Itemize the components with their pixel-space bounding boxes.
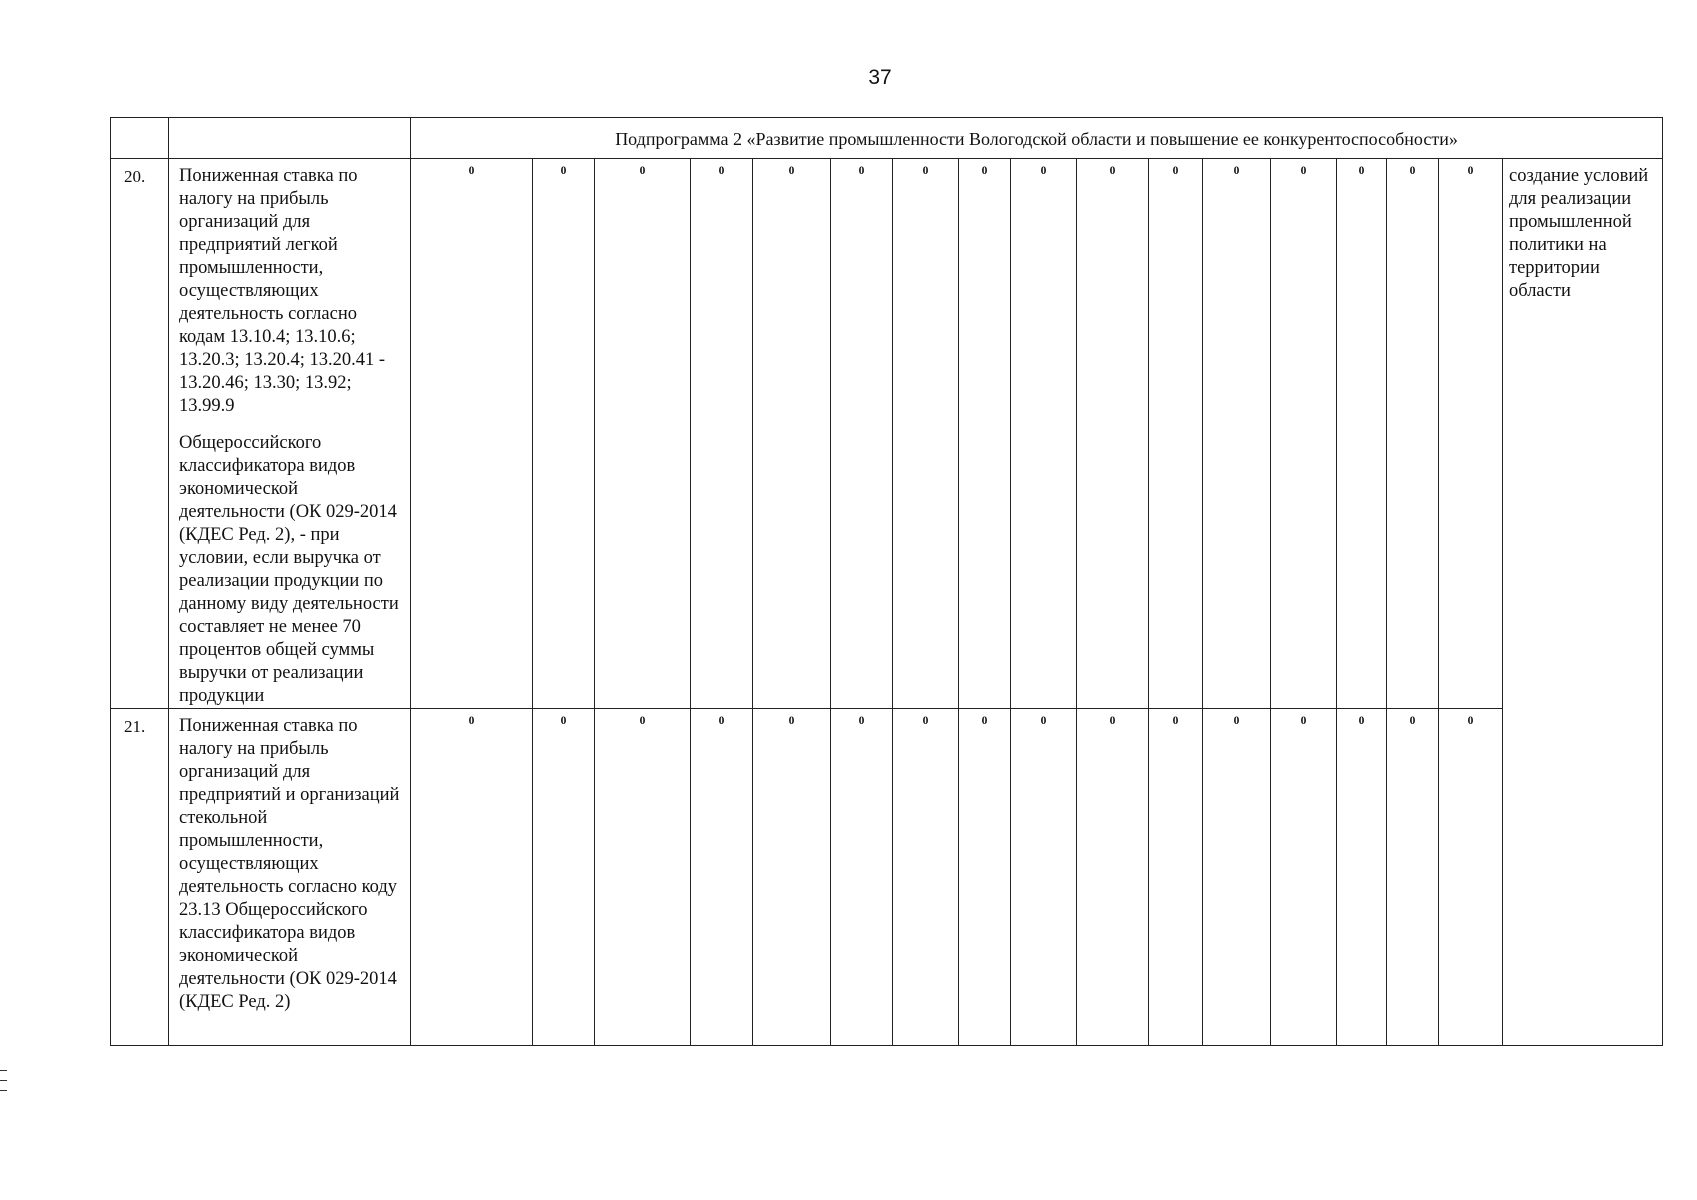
value-cell: 0: [691, 159, 753, 709]
value-cell: 0: [1387, 159, 1439, 709]
row-number: 21.: [111, 709, 169, 1046]
value-cell: 0: [411, 159, 533, 709]
row-description-text: Пониженная ставка по налогу на прибыль организаций для предприятий и организаций стекольной промышленности, осуществляющих деятельность согласно коду 23.13 Общероссийского классификатора видов экономической деятельности (ОК 029-2014 (КДЕС Ред. 2): [179, 716, 400, 1012]
value-cell: 0: [1271, 709, 1337, 1046]
value-cell: 0: [411, 709, 533, 1046]
value-cell: 0: [595, 709, 691, 1046]
subprogram-title: Подпрограмма 2 «Развитие промышленности Вологодской области и повышение ее конкурентоспособности»: [411, 118, 1663, 159]
value-cell: 0: [691, 709, 753, 1046]
value-cell: 0: [1439, 159, 1503, 709]
value-cell: 0: [753, 709, 831, 1046]
value-cell: 0: [1203, 709, 1271, 1046]
value-cell: 0: [1011, 709, 1077, 1046]
value-cell: 0: [831, 709, 893, 1046]
value-cell: 0: [533, 159, 595, 709]
value-cell: 0: [1149, 709, 1203, 1046]
value-cell: 0: [1077, 709, 1149, 1046]
value-cell: 0: [893, 709, 959, 1046]
table-row: [111, 159, 1663, 709]
row-description-text: Пониженная ставка по налогу на прибыль организаций для предприятий легкой промышленности, осуществляющих деятельность согласно кодам 13.10.4; 13.10.6; 13.20.3; 13.20.4; 13.20.41 - 13.20.46; 13.30; 13.92; 13.99.9: [179, 166, 386, 416]
value-cell: 0: [1271, 159, 1337, 709]
value-cell: 0: [1149, 159, 1203, 709]
value-cell: 0: [1011, 159, 1077, 709]
scan-edge-mark: [0, 1090, 7, 1091]
subprogram-header-row: [111, 118, 1663, 159]
value-cell: 0: [753, 159, 831, 709]
value-cell: 0: [1203, 159, 1271, 709]
value-cell: 0: [1439, 709, 1503, 1046]
expected-result: создание условий для реализации промышленной политики на территории области: [1503, 159, 1663, 1046]
header-number-cell: [111, 118, 169, 159]
value-cell: 0: [893, 159, 959, 709]
header-description-cell: [169, 118, 411, 159]
value-cell: 0: [1077, 159, 1149, 709]
row-description: [169, 159, 411, 709]
value-cell: 0: [959, 709, 1011, 1046]
scan-edge-mark: [0, 1080, 7, 1081]
value-cell: 0: [1387, 709, 1439, 1046]
tax-benefit-table: [110, 117, 1663, 1046]
page-number: 37: [868, 66, 892, 89]
row-description-continuation: Общероссийского классификатора видов экономической деятельности (ОК 029-2014 (КДЕС Ред. 2), - при условии, если выручка от реализации продукции по данному виду деятельности составляет не менее 70 процентов общей суммы выручки от реализации продукции: [179, 433, 399, 706]
value-cell: 0: [595, 159, 691, 709]
scan-edge-mark: [0, 1070, 7, 1071]
row-number: 20.: [111, 159, 169, 709]
value-cell: 0: [831, 159, 893, 709]
table-row: [111, 709, 1663, 1046]
row-description: [169, 709, 411, 1046]
value-cell: 0: [1337, 159, 1387, 709]
value-cell: 0: [959, 159, 1011, 709]
value-cell: 0: [533, 709, 595, 1046]
value-cell: 0: [1337, 709, 1387, 1046]
